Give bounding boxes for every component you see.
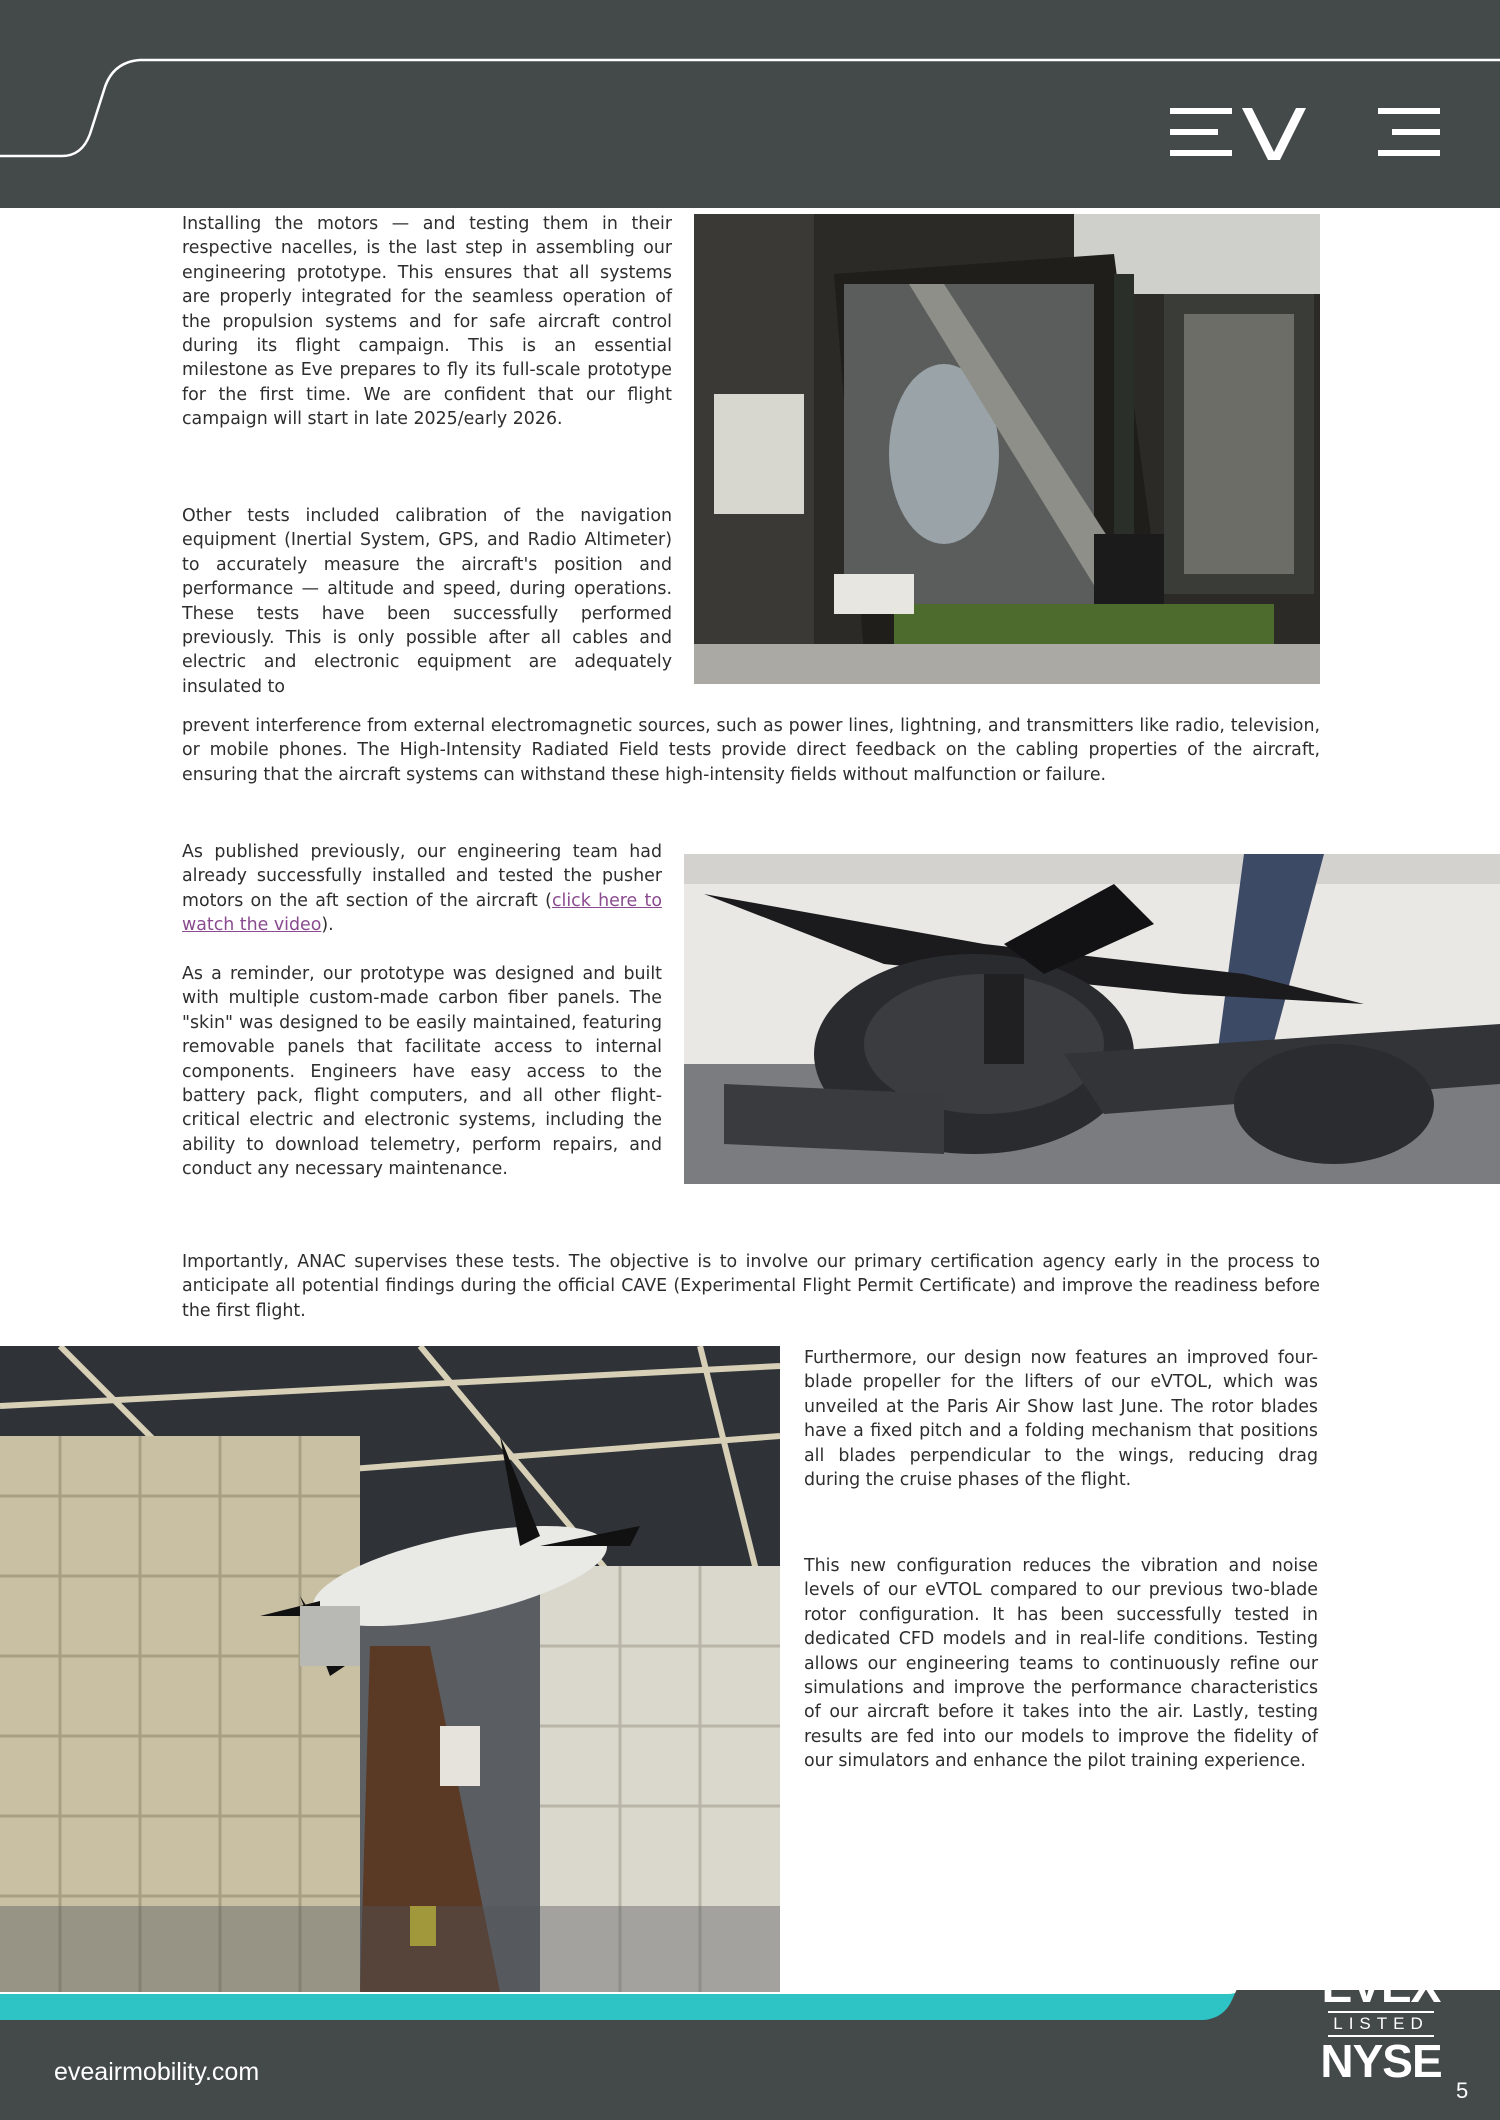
aircraft-interior-photo [694, 214, 1320, 684]
eve-logo-icon [1170, 102, 1440, 162]
listed-label: LISTED [1328, 2011, 1434, 2037]
carbon-fiber-paragraph: As a reminder, our prototype was designed and built with multiple custom-made carbon fiber panels. The "skin" was designed to be easily maintained, featuring removable panels that facilitate access to internal components. Engineers have easy access to the battery pack, flight computers, and all other flight-critical electric and electronic systems, including the ability to download telemetry, perform repairs, and conduct any necessary maintenance. [182, 964, 662, 1180]
propeller-nacelle-photo [684, 854, 1500, 1184]
exchange-name: NYSE [1320, 2035, 1442, 2087]
four-blade-propeller-paragraph: Furthermore, our design now features an improved four-blade propeller for the lifters of our eVTOL, which was unveiled at the Paris Air Show last June. The rotor blades have a fixed pitch and a folding mechanism that positions all blades perpendicular to the wings, reducing drag during the cruise phases of the flight. [804, 1348, 1318, 1491]
hirf-tests-paragraph: prevent interference from external electromagnetic sources, such as power lines, lightning, and transmitters like radio, television, or mobile phones. The High-Intensity Radiated Field tests provide direct feedback on the cabling properties of the aircraft, ensuring that the aircraft systems can withstand these high-intensity fields without malfunction or failure. [182, 716, 1320, 785]
rotor-test-rig-photo [0, 1346, 780, 1992]
navigation-tests-paragraph: Other tests included calibration of the navigation equipment (Inertial System, GPS, and Radio Altimeter) to accurately measure the aircraft's position and performance — altitude and speed, during operations. These tests have been successfully performed previously. This is only possible after all cables and electric and electronic equipment are adequately insulated to [182, 506, 672, 697]
watch-video-link[interactable]: click here to watch the video [182, 890, 662, 936]
website-url[interactable]: eveairmobility.com [54, 2058, 260, 2086]
pusher-motors-paragraph [182, 840, 662, 938]
vibration-noise-paragraph: This new configuration reduces the vibration and noise levels of our eVTOL compared to our previous two-blade rotor configuration. It has been successfully tested in dedicated CFD models and in real-life conditions. Testing allows our engineering teams to continuously refine our simulations and improve the performance characteristics of our aircraft before it takes into the air. Lastly, testing results are fed into our models to improve the fidelity of our simulators and enhance the pilot training experience. [804, 1556, 1318, 1772]
page-number: 5 [1456, 2078, 1469, 2103]
ticker-symbol: EVEX [1321, 1960, 1441, 2012]
nyse-listing-badge [1316, 1960, 1446, 2087]
pusher-motors-text-end: ). [321, 915, 334, 936]
pusher-motors-text: As published previously, our engineering team had already successfully installed and tested the pusher motors on the aft section of the aircraft ( [182, 842, 662, 911]
anac-paragraph: Importantly, ANAC supervises these tests. The objective is to involve our primary certification agency early in the process to anticipate all potential findings during the official CAVE (Experimental Flight Permit Certificate) and improve the readiness before the first flight. [182, 1252, 1320, 1321]
intro-paragraph: Installing the motors — and testing them in their respective nacelles, is the last step in assembling our engineering prototype. This ensures that all systems are properly integrated for the seamless operation of the propulsion systems and for safe aircraft control during its flight campaign. This is an essential milestone as Eve prepares to fly its full-scale prototype for the first time. We are confident that our flight campaign will start in late 2025/early 2026. [182, 214, 672, 430]
page-header [0, 0, 1500, 208]
page-footer [0, 1990, 1500, 2120]
